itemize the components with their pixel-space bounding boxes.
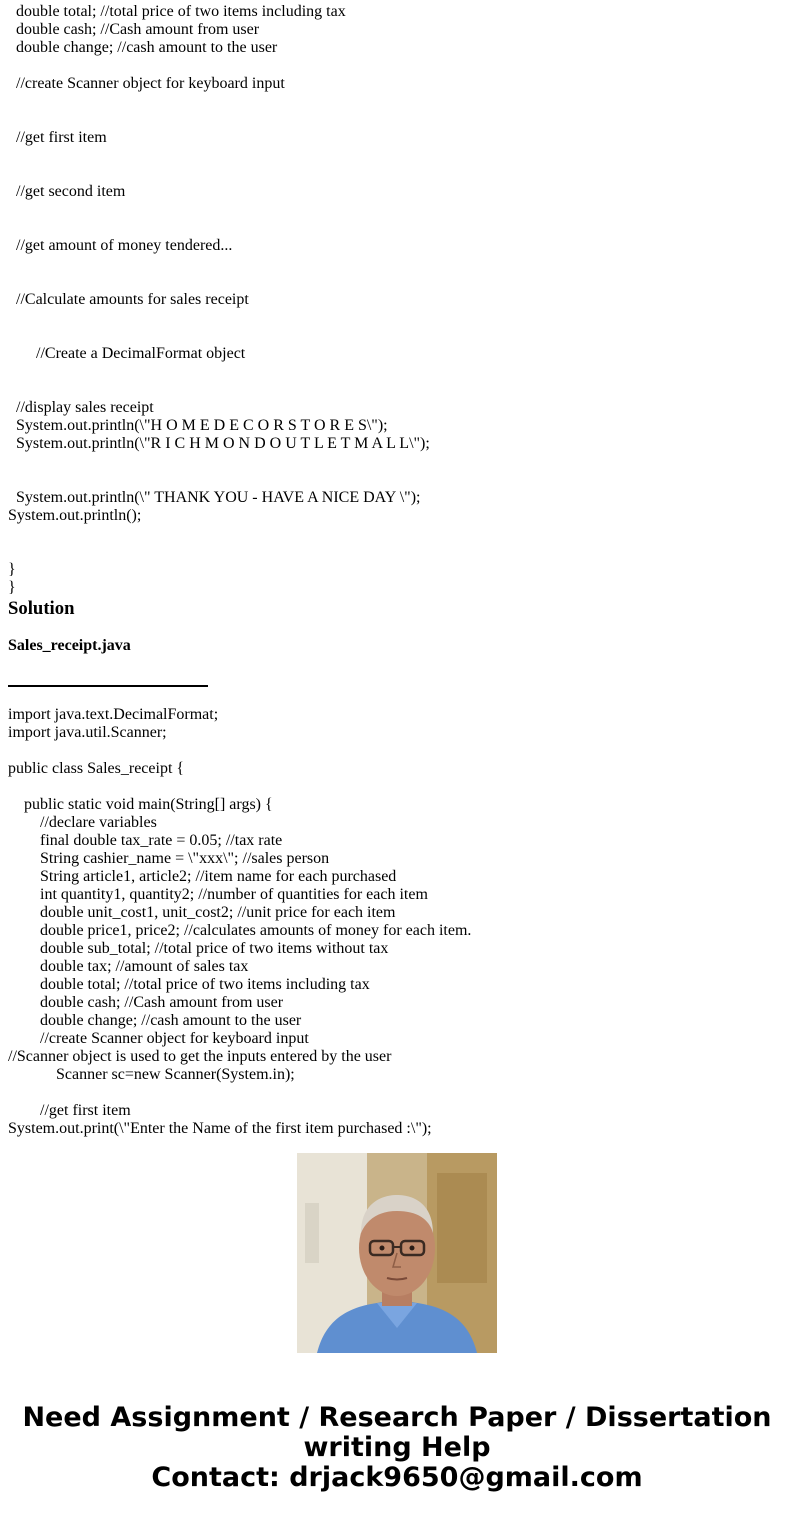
question-code-line: //Calculate amounts for sales receipt [8,291,249,308]
solution-code-line: System.out.print(\"Enter the Name of the first item purchased :\"); [8,1120,432,1137]
question-code-line [8,453,788,471]
solution-code-line [8,1084,788,1102]
solution-code-clip [0,706,794,1137]
banner-line-2: writing Help [303,1432,491,1463]
solution-code-line: double unit_cost1, unit_cost2; //unit price for each item [8,904,396,921]
question-code-line [8,381,788,399]
solution-code-line [8,742,788,760]
question-code-line [8,327,788,345]
question-code-line: //get second item [8,183,126,200]
question-code-line [8,93,788,111]
question-code-line [8,201,788,219]
banner-contact-line: Contact: drjack9650@gmail.com [151,1462,643,1493]
question-code-line: } [8,561,16,578]
question-code-line [8,111,788,129]
question-code-line [8,543,788,561]
question-code-line: } [8,579,16,596]
solution-code-line: double change; //cash amount to the user [8,1012,302,1029]
solution-heading: Solution [8,598,75,619]
solution-code-line: import java.text.DecimalFormat; [8,706,219,723]
question-code-line [8,255,788,273]
question-code-line: double total; //total price of two items including tax [8,3,346,20]
solution-code-line: //create Scanner object for keyboard input [8,1030,309,1047]
question-code-line [8,165,788,183]
solution-code-block [8,706,788,1138]
solution-code-line: double sub_total; //total price of two items without tax [8,940,389,957]
solution-code-line: String article1, article2; //item name for each purchased [8,868,397,885]
solution-code-line [8,778,788,796]
author-portrait-image [297,1153,497,1353]
question-code-line [8,363,788,381]
question-code-line [8,525,788,543]
solution-code-line: //Scanner object is used to get the inputs entered by the user [8,1048,392,1065]
solution-code-line: public class Sales_receipt { [8,760,185,777]
question-code-line: //get first item [8,129,107,146]
question-code-block [8,3,788,597]
solution-code-line: double tax; //amount of sales tax [8,958,249,975]
solution-code-line: //declare variables [8,814,157,831]
question-code-line: //Create a DecimalFormat object [8,345,246,362]
solution-code-line: final double tax_rate = 0.05; //tax rate [8,832,283,849]
solution-code-line: import java.util.Scanner; [8,724,167,741]
question-code-line: //display sales receipt [8,399,154,416]
question-code-line [8,219,788,237]
divider-line [8,685,208,687]
question-code-line [8,147,788,165]
question-code-line: double cash; //Cash amount from user [8,21,260,38]
question-code-line: //get amount of money tendered... [8,237,233,254]
question-code-line: System.out.println(); [8,507,142,524]
solution-code-line: int quantity1, quantity2; //number of quantities for each item [8,886,428,903]
question-code-line: System.out.println(\"H O M E D E C O R S T O R E S\"); [8,417,388,434]
author-avatar [297,1153,497,1353]
question-code-line: System.out.println(\"R I C H M O N D O U T L E T M A L L\"); [8,435,430,452]
question-code-line [8,471,788,489]
solution-code-line: //get first item [8,1102,131,1119]
solution-code-line: String cashier_name = \"xxx\"; //sales person [8,850,330,867]
solution-code-line: double total; //total price of two items including tax [8,976,370,993]
question-code-line: double change; //cash amount to the user [8,39,278,56]
solution-code-line: public static void main(String[] args) { [8,796,273,813]
question-code-line [8,57,788,75]
solution-code-line: Scanner sc=new Scanner(System.in); [8,1066,295,1083]
banner-line-1: Need Assignment / Research Paper / Dissertation [22,1402,772,1433]
solution-code-line: double price1, price2; //calculates amounts of money for each item. [8,922,472,939]
contact-banner [0,1403,794,1493]
question-code-line: System.out.println(\" THANK YOU - HAVE A NICE DAY \"); [8,489,421,506]
solution-code-line: double cash; //Cash amount from user [8,994,284,1011]
question-code-line: //create Scanner object for keyboard input [8,75,285,92]
question-code-line [8,309,788,327]
question-code-line [8,273,788,291]
file-name-heading: Sales_receipt.java [8,637,131,654]
